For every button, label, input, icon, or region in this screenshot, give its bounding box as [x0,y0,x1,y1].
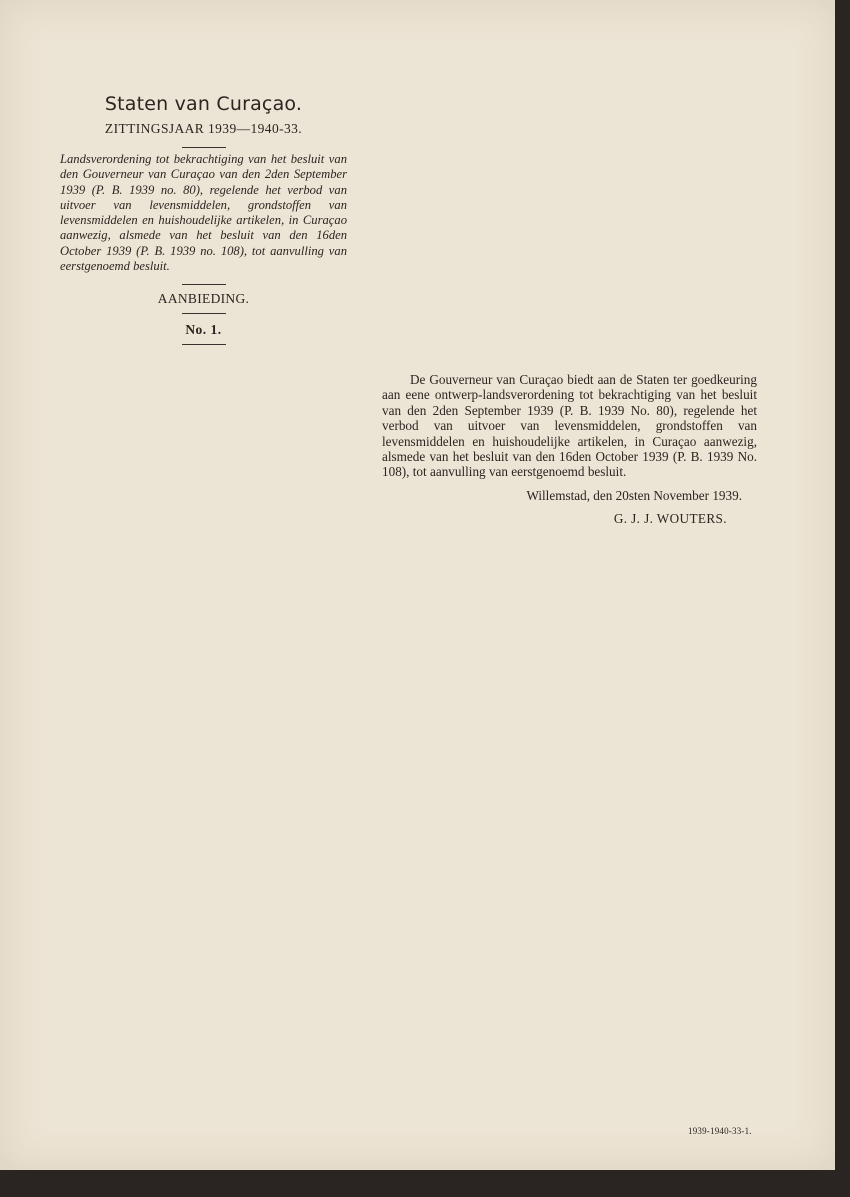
header-column [60,92,347,345]
divider [182,147,226,148]
page-title: Staten van Curaçao. [104,93,303,115]
letter-column [382,372,757,527]
divider [182,313,226,314]
footer-code: 1939-1940-33-1. [688,1126,752,1136]
subject-paragraph [60,152,347,274]
subject-text: Landsverordening tot bekrachtiging van het besluit van den Gouverneur van Curaçao van den 2den September 1939 (P. B. 1939 no. 80), regelende het verbod van uitvoer van levensmiddelen, grondstoffen van levensmiddelen en huishoudelijke artikelen, in Curaçao aanwezig, alsmede van het besluit van den 16den October 1939 (P. B. 1939 no. 108), tot aanvulling van eerstgenoemd besluit. [60,152,347,274]
divider [182,344,226,345]
divider [182,284,226,285]
letter-signature: G. J. J. WOUTERS. [613,511,727,527]
letter-body: De Gouverneur van Curaçao biedt aan de Staten ter goedkeuring aan eene ontwerp-landsverordening tot bekrachtiging van het besluit van den 2den September 1939 (P. B. 1939 No. 80), regelende het verbod van uitvoer van levensmiddelen, grondstoffen van levensmiddelen en huishoudelijke artikelen, in Curaçao aanwezig, alsmede van het besluit van den 16den October 1939 (P. B. 1939 No. 108), tot aanvulling van eerstgenoemd besluit. [382,372,757,480]
letter-dateline: Willemstad, den 20sten November 1939. [526,487,742,503]
offering-label: AANBIEDING. [157,291,250,307]
session-year: ZITTINGSJAAR 1939—1940-33. [104,121,303,136]
document-number: No. 1. [185,322,222,338]
